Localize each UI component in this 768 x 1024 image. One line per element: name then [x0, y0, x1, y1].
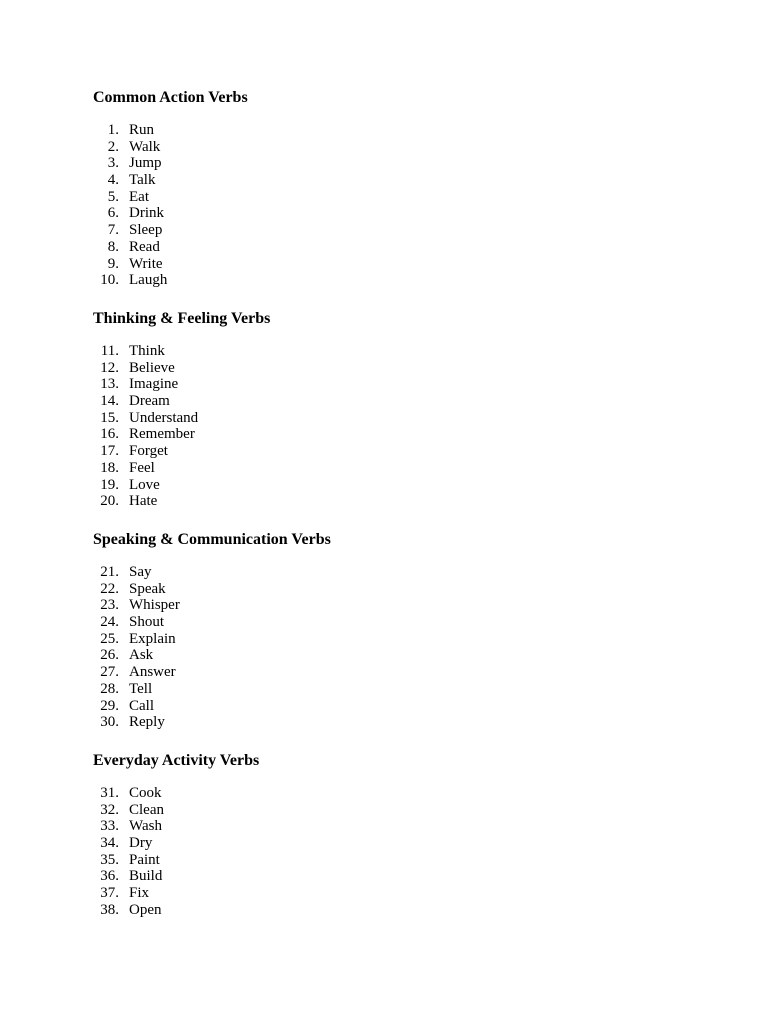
item-number: 16.: [100, 426, 119, 443]
list-item: [93, 818, 164, 835]
item-verb: Believe: [129, 359, 175, 376]
item-verb: Whisper: [129, 597, 180, 614]
item-verb: Hate: [129, 493, 158, 510]
item-number: 20.: [100, 493, 119, 510]
item-verb: Cook: [129, 785, 162, 801]
item-number: 13.: [100, 376, 119, 393]
list-item: [93, 885, 164, 902]
section-heading: Speaking & Communication Verbs: [93, 531, 331, 548]
list-item: [93, 460, 198, 477]
list-item: [93, 239, 167, 256]
item-number: 7.: [107, 222, 119, 239]
list-item: [93, 852, 164, 869]
verb-list: [93, 785, 164, 919]
list-item: [93, 698, 180, 715]
item-verb: Answer: [129, 664, 176, 681]
item-number: 35.: [100, 851, 119, 868]
list-item: [93, 426, 198, 443]
item-number: 32.: [100, 801, 119, 818]
item-verb: Write: [129, 255, 163, 272]
list-item: [93, 122, 167, 139]
item-verb: Walk: [129, 138, 161, 155]
list-item: [93, 581, 180, 598]
item-number: 12.: [100, 359, 119, 376]
item-number: 14.: [100, 393, 119, 410]
section-heading: Everyday Activity Verbs: [93, 752, 260, 769]
list-item: [93, 564, 180, 581]
item-number: 25.: [100, 630, 119, 647]
item-number: 17.: [100, 443, 119, 460]
item-verb: Sleep: [129, 222, 163, 239]
verb-list: [93, 122, 167, 289]
item-number: 29.: [100, 697, 119, 714]
item-verb: Jump: [129, 155, 162, 172]
list-item: [93, 714, 180, 731]
item-number: 19.: [100, 476, 119, 493]
item-number: 24.: [100, 614, 119, 631]
list-item: [93, 597, 180, 614]
section-common-action-verbs: [93, 88, 693, 289]
item-verb: Run: [129, 122, 155, 138]
item-number: 3.: [107, 155, 119, 172]
item-verb: Wash: [129, 818, 162, 835]
item-verb: Paint: [129, 851, 160, 868]
list-item: [93, 664, 180, 681]
list-item: [93, 868, 164, 885]
list-item: [93, 785, 164, 802]
item-number: 34.: [100, 835, 119, 852]
item-number: 8.: [107, 238, 119, 255]
item-number: 18.: [100, 459, 119, 476]
item-number: 23.: [100, 597, 119, 614]
item-verb: Open: [129, 901, 162, 918]
list-item: [93, 493, 198, 510]
list-item: [93, 189, 167, 206]
item-number: 30.: [100, 714, 119, 731]
item-verb: Eat: [129, 188, 149, 205]
item-verb: Clean: [129, 801, 164, 818]
verb-list: [93, 564, 180, 731]
verb-list: [93, 343, 198, 510]
item-verb: Dry: [129, 835, 153, 852]
item-verb: Imagine: [129, 376, 179, 393]
item-number: 11.: [100, 343, 119, 359]
list-item: [93, 376, 198, 393]
list-item: [93, 272, 167, 289]
item-verb: Think: [129, 343, 165, 359]
item-verb: Talk: [129, 172, 156, 189]
item-number: 31.: [100, 785, 119, 801]
item-verb: Feel: [129, 459, 155, 476]
item-verb: Drink: [129, 205, 164, 222]
item-number: 33.: [100, 818, 119, 835]
list-item: [93, 172, 167, 189]
item-number: 38.: [100, 901, 119, 918]
item-verb: Dream: [129, 393, 170, 410]
item-number: 2.: [107, 138, 119, 155]
item-verb: Read: [129, 238, 160, 255]
item-verb: Remember: [129, 426, 195, 443]
item-verb: Call: [129, 697, 154, 714]
item-verb: Speak: [129, 580, 166, 597]
section-speaking-communication-verbs: [93, 530, 693, 731]
item-number: 5.: [107, 188, 119, 205]
item-verb: Fix: [129, 885, 150, 902]
item-number: 28.: [100, 680, 119, 697]
item-number: 21.: [100, 564, 119, 580]
item-verb: Shout: [129, 614, 165, 631]
list-item: [93, 647, 180, 664]
item-number: 27.: [100, 664, 119, 681]
item-verb: Laugh: [129, 272, 168, 289]
item-number: 22.: [100, 580, 119, 597]
item-verb: Tell: [129, 680, 153, 697]
section-heading: Thinking & Feeling Verbs: [93, 310, 271, 327]
list-item: [93, 902, 164, 919]
section-heading: Common Action Verbs: [93, 89, 248, 106]
item-verb: Explain: [129, 630, 176, 647]
list-item: [93, 477, 198, 494]
list-item: [93, 802, 164, 819]
list-item: [93, 343, 198, 360]
item-verb: Forget: [129, 443, 168, 460]
list-item: [93, 139, 167, 156]
item-number: 26.: [100, 647, 119, 664]
item-verb: Love: [129, 476, 160, 493]
list-item: [93, 222, 167, 239]
item-number: 10.: [100, 272, 119, 289]
list-item: [93, 631, 180, 648]
list-item: [93, 835, 164, 852]
list-item: [93, 410, 198, 427]
list-item: [93, 155, 167, 172]
list-item: [93, 205, 167, 222]
list-item: [93, 614, 180, 631]
list-item: [93, 443, 198, 460]
list-item: [93, 360, 198, 377]
item-number: 1.: [107, 122, 119, 138]
item-number: 9.: [107, 255, 119, 272]
item-number: 15.: [100, 409, 119, 426]
item-verb: Reply: [129, 714, 165, 731]
list-item: [93, 393, 198, 410]
section-everyday-activity-verbs: [93, 751, 693, 918]
section-thinking-feeling-verbs: [93, 309, 693, 510]
item-verb: Build: [129, 868, 163, 885]
list-item: [93, 681, 180, 698]
item-number: 36.: [100, 868, 119, 885]
item-number: 37.: [100, 885, 119, 902]
item-number: 4.: [107, 172, 119, 189]
item-verb: Understand: [129, 409, 199, 426]
list-item: [93, 256, 167, 273]
item-verb: Ask: [129, 647, 154, 664]
item-number: 6.: [107, 205, 119, 222]
item-verb: Say: [129, 564, 152, 580]
